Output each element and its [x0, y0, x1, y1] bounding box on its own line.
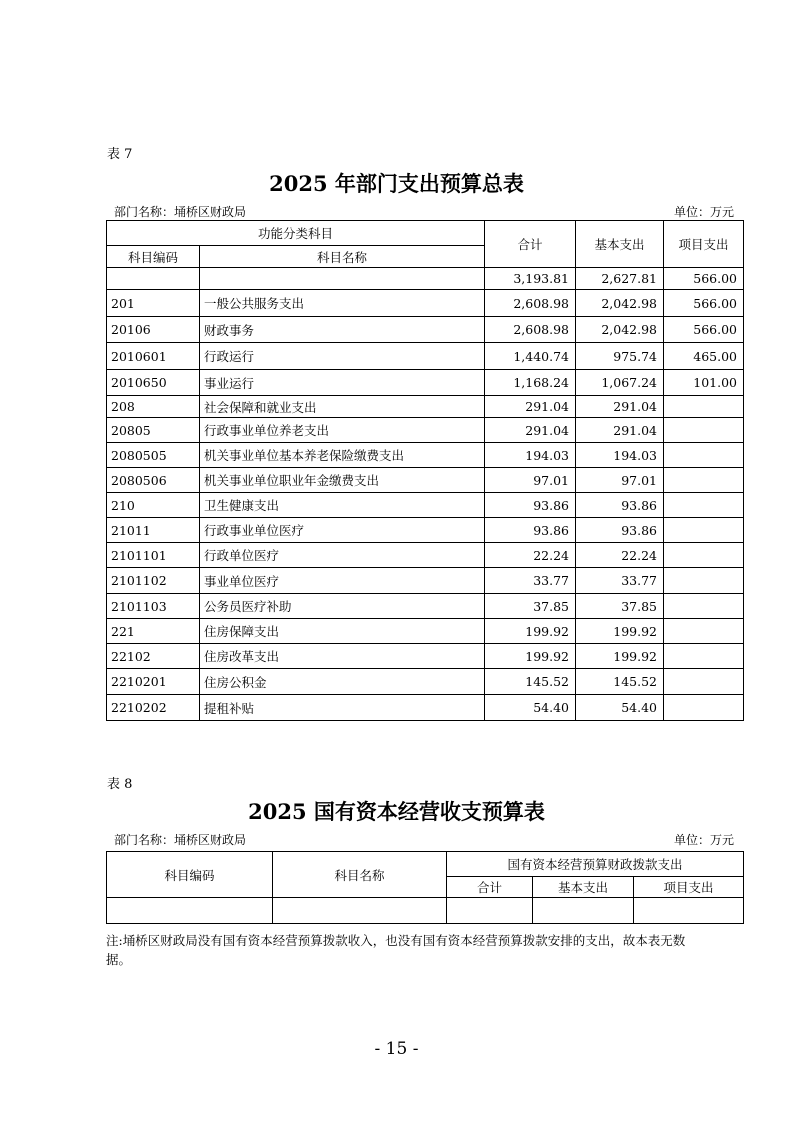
- table8-label: 表 8: [107, 777, 133, 792]
- cell-subject-code: 21011: [107, 518, 200, 543]
- header-project-expenditure: 项目支出: [664, 221, 744, 268]
- budget-expenditure-table: [106, 220, 744, 721]
- cell-total: 54.40: [485, 695, 576, 721]
- header-total: 合计: [485, 221, 576, 268]
- empty-cell: [533, 898, 634, 924]
- cell-project-expenditure: 566.00: [664, 317, 744, 343]
- cell-basic-expenditure: 199.92: [576, 644, 664, 669]
- table8-dept: 部门名称：埇桥区财政局: [114, 833, 247, 847]
- header-subject-name: 科目名称: [273, 852, 447, 898]
- table8-note: 注:埇桥区财政局没有国有资本经营预算拨款收入，也没有国有资本经营预算拨款安排的支出，故本表无数据。: [106, 933, 686, 967]
- cell-basic-expenditure: 93.86: [576, 493, 664, 518]
- cell-total: 145.52: [485, 669, 576, 695]
- cell-basic-expenditure: 975.74: [576, 343, 664, 370]
- cell-project-expenditure: [664, 493, 744, 518]
- table-row: [107, 493, 744, 518]
- cell-subject-code: 22102: [107, 644, 200, 669]
- cell-project-expenditure: [664, 518, 744, 543]
- cell-subject-name: 机关事业单位职业年金缴费支出: [200, 468, 485, 493]
- header-subject-code: 科目编码: [107, 246, 200, 268]
- cell-subject-name: [200, 268, 485, 290]
- table-row: [107, 418, 744, 443]
- cell-total: 93.86: [485, 518, 576, 543]
- empty-cell: [447, 898, 533, 924]
- cell-project-expenditure: [664, 396, 744, 418]
- cell-basic-expenditure: 22.24: [576, 543, 664, 568]
- cell-subject-code: 201: [107, 290, 200, 317]
- cell-subject-name: 住房保障支出: [200, 619, 485, 644]
- table-row: [107, 644, 744, 669]
- cell-subject-name: 提租补贴: [200, 695, 485, 721]
- cell-total: 291.04: [485, 396, 576, 418]
- cell-total: 97.01: [485, 468, 576, 493]
- cell-total: 2,608.98: [485, 290, 576, 317]
- cell-project-expenditure: [664, 568, 744, 594]
- cell-subject-name: 行政事业单位养老支出: [200, 418, 485, 443]
- cell-total: 33.77: [485, 568, 576, 594]
- cell-project-expenditure: 566.00: [664, 268, 744, 290]
- header-subject-code: 科目编码: [107, 852, 273, 898]
- cell-subject-code: [107, 268, 200, 290]
- cell-project-expenditure: [664, 695, 744, 721]
- table-row: [107, 468, 744, 493]
- cell-subject-code: 2210202: [107, 695, 200, 721]
- cell-project-expenditure: [664, 669, 744, 695]
- table7-label: 表 7: [107, 147, 133, 162]
- cell-basic-expenditure: 199.92: [576, 619, 664, 644]
- table-row: [107, 695, 744, 721]
- table-row: [107, 543, 744, 568]
- cell-subject-code: 221: [107, 619, 200, 644]
- header-function-classification: 功能分类科目: [107, 221, 485, 246]
- table7-unit: 单位：万元: [673, 205, 734, 219]
- cell-total: 1,168.24: [485, 370, 576, 396]
- cell-project-expenditure: [664, 619, 744, 644]
- header-basic-expenditure: 基本支出: [533, 877, 634, 898]
- table8-unit: 单位：万元: [673, 833, 734, 847]
- cell-project-expenditure: [664, 418, 744, 443]
- cell-basic-expenditure: 93.86: [576, 518, 664, 543]
- header-subject-name: 科目名称: [200, 246, 485, 268]
- table-row: [107, 568, 744, 594]
- cell-basic-expenditure: 291.04: [576, 396, 664, 418]
- cell-basic-expenditure: 1,067.24: [576, 370, 664, 396]
- cell-project-expenditure: [664, 443, 744, 468]
- cell-basic-expenditure: 97.01: [576, 468, 664, 493]
- state-capital-budget-table: [106, 851, 744, 924]
- cell-project-expenditure: [664, 543, 744, 568]
- header-total: 合计: [447, 877, 533, 898]
- table-row: [107, 443, 744, 468]
- cell-total: 3,193.81: [485, 268, 576, 290]
- table7-dept: 部门名称：埇桥区财政局: [114, 205, 247, 219]
- cell-subject-name: 事业运行: [200, 370, 485, 396]
- table8-title: 2025 国有资本经营收支预算表: [248, 799, 545, 824]
- empty-cell: [107, 898, 273, 924]
- header-state-capital-expenditure: 国有资本经营预算财政拨款支出: [447, 852, 744, 877]
- table-row: [107, 669, 744, 695]
- cell-total: 1,440.74: [485, 343, 576, 370]
- cell-basic-expenditure: 2,042.98: [576, 317, 664, 343]
- cell-basic-expenditure: 2,627.81: [576, 268, 664, 290]
- cell-basic-expenditure: 33.77: [576, 568, 664, 594]
- cell-subject-code: 2210201: [107, 669, 200, 695]
- cell-basic-expenditure: 145.52: [576, 669, 664, 695]
- cell-total: 199.92: [485, 619, 576, 644]
- cell-subject-name: 行政单位医疗: [200, 543, 485, 568]
- table-row: [107, 290, 744, 317]
- table-row: [107, 619, 744, 644]
- cell-subject-code: 2101102: [107, 568, 200, 594]
- cell-subject-name: 机关事业单位基本养老保险缴费支出: [200, 443, 485, 468]
- cell-subject-code: 20805: [107, 418, 200, 443]
- cell-subject-code: 2101103: [107, 594, 200, 619]
- table-row: [107, 594, 744, 619]
- table-row: [107, 317, 744, 343]
- cell-project-expenditure: 465.00: [664, 343, 744, 370]
- cell-subject-name: 公务员医疗补助: [200, 594, 485, 619]
- table7-title: 2025 年部门支出预算总表: [269, 171, 524, 196]
- cell-project-expenditure: [664, 594, 744, 619]
- empty-cell: [634, 898, 744, 924]
- cell-subject-code: 208: [107, 396, 200, 418]
- cell-total: 37.85: [485, 594, 576, 619]
- cell-subject-name: 行政运行: [200, 343, 485, 370]
- cell-subject-code: 2080505: [107, 443, 200, 468]
- cell-project-expenditure: 566.00: [664, 290, 744, 317]
- table-row: [107, 343, 744, 370]
- cell-subject-code: 210: [107, 493, 200, 518]
- cell-subject-name: 住房改革支出: [200, 644, 485, 669]
- cell-subject-code: 2010650: [107, 370, 200, 396]
- table-row: [107, 396, 744, 418]
- cell-total: 93.86: [485, 493, 576, 518]
- cell-subject-name: 社会保障和就业支出: [200, 396, 485, 418]
- cell-subject-code: 2080506: [107, 468, 200, 493]
- cell-project-expenditure: [664, 644, 744, 669]
- cell-project-expenditure: [664, 468, 744, 493]
- cell-project-expenditure: 101.00: [664, 370, 744, 396]
- table-row: [107, 268, 744, 290]
- header-basic-expenditure: 基本支出: [576, 221, 664, 268]
- cell-basic-expenditure: 194.03: [576, 443, 664, 468]
- cell-subject-name: 财政事务: [200, 317, 485, 343]
- cell-subject-code: 2101101: [107, 543, 200, 568]
- cell-basic-expenditure: 2,042.98: [576, 290, 664, 317]
- cell-basic-expenditure: 291.04: [576, 418, 664, 443]
- table-row: [107, 518, 744, 543]
- cell-total: 2,608.98: [485, 317, 576, 343]
- header-project-expenditure: 项目支出: [634, 877, 744, 898]
- cell-total: 22.24: [485, 543, 576, 568]
- empty-cell: [273, 898, 447, 924]
- cell-total: 194.03: [485, 443, 576, 468]
- cell-total: 291.04: [485, 418, 576, 443]
- cell-total: 199.92: [485, 644, 576, 669]
- cell-subject-name: 一般公共服务支出: [200, 290, 485, 317]
- table-row: [107, 370, 744, 396]
- cell-subject-name: 事业单位医疗: [200, 568, 485, 594]
- cell-basic-expenditure: 37.85: [576, 594, 664, 619]
- cell-subject-code: 20106: [107, 317, 200, 343]
- page-number: - 15 -: [374, 1039, 419, 1059]
- cell-basic-expenditure: 54.40: [576, 695, 664, 721]
- cell-subject-name: 卫生健康支出: [200, 493, 485, 518]
- cell-subject-code: 2010601: [107, 343, 200, 370]
- cell-subject-name: 行政事业单位医疗: [200, 518, 485, 543]
- cell-subject-name: 住房公积金: [200, 669, 485, 695]
